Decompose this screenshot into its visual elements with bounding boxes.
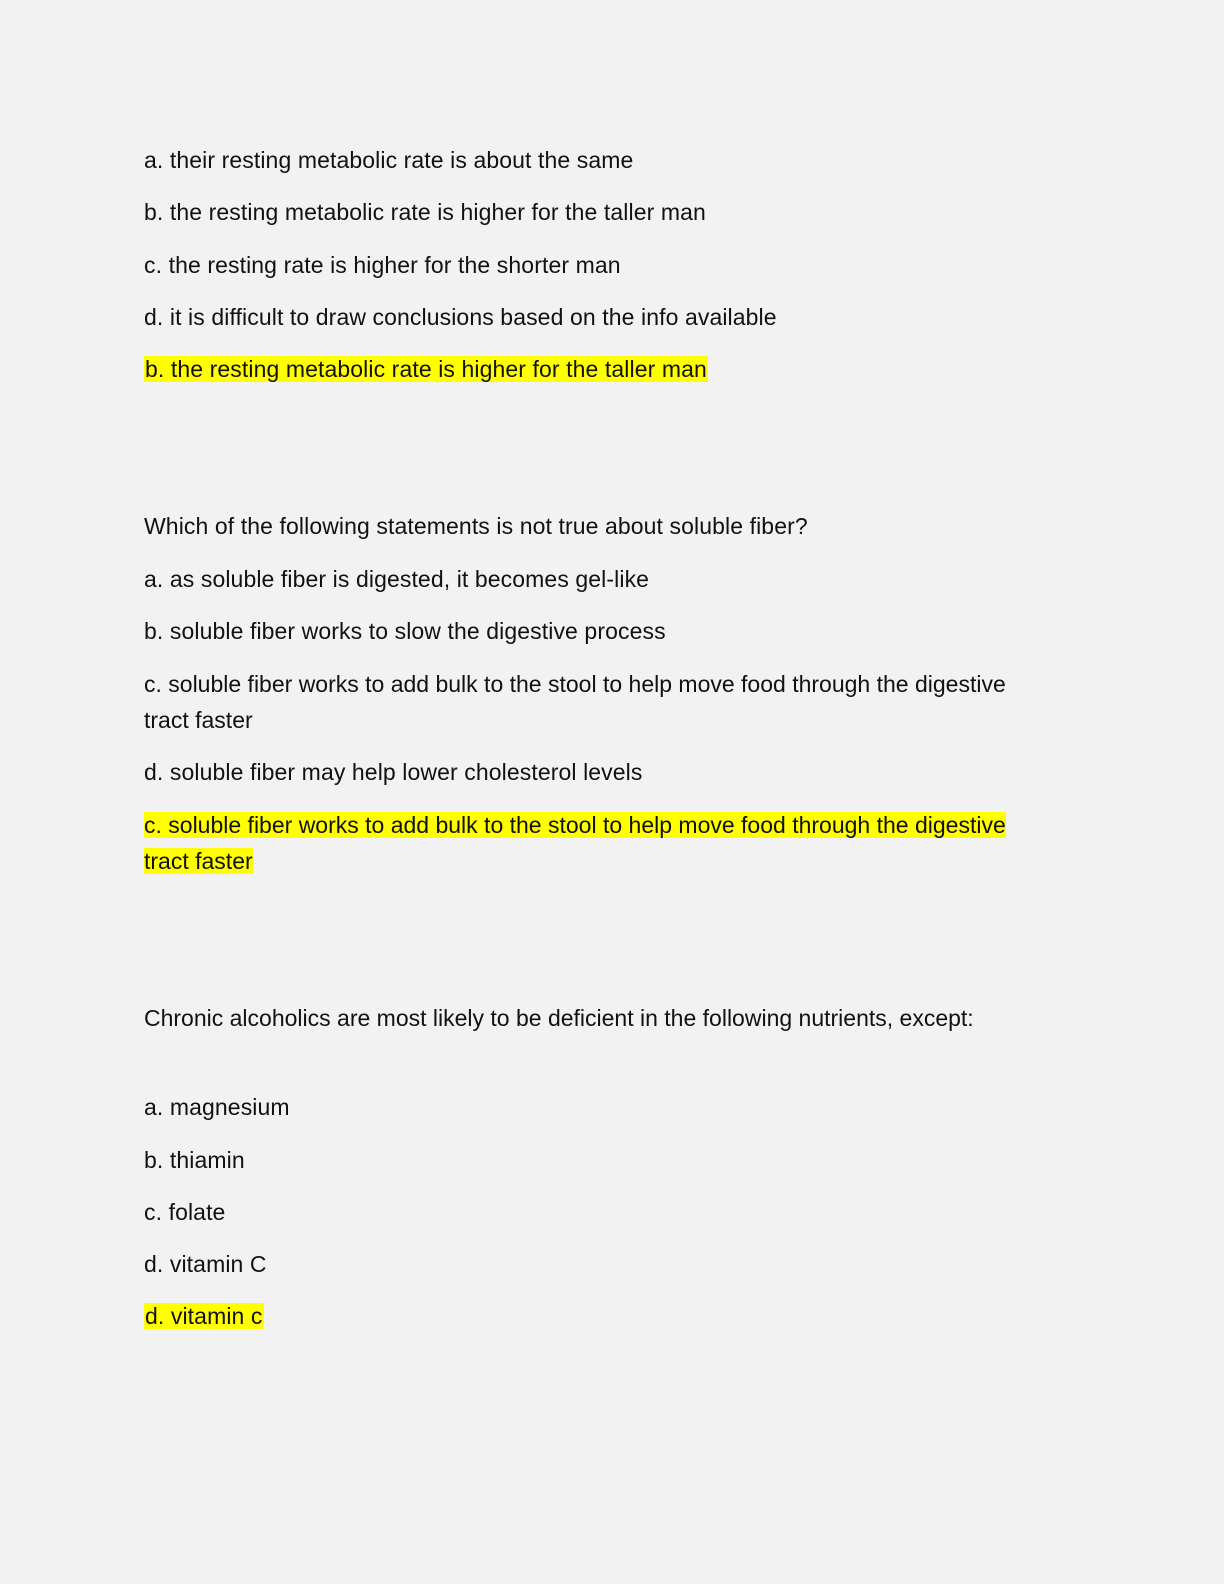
q2-option-b: b. soluble fiber works to slow the digestive process <box>144 618 666 644</box>
q2-answer-highlight: c. soluble fiber works to add bulk to the stool to help move food through the digestive tract faster <box>144 812 1006 874</box>
q1-option-d: d. it is difficult to draw conclusions based on the info available <box>144 304 777 330</box>
q1-option-c: c. the resting rate is higher for the shorter man <box>144 252 621 278</box>
q2-option-d: d. soluble fiber may help lower cholesterol levels <box>144 759 643 785</box>
q3-option-b: b. thiamin <box>144 1147 245 1173</box>
document-page <box>144 0 1024 1584</box>
q3-option-c: c. folate <box>144 1199 226 1225</box>
q2-question: Which of the following statements is not true about soluble fiber? <box>144 513 808 539</box>
q2-option-a: a. as soluble fiber is digested, it becomes gel-like <box>144 566 650 592</box>
q1-answer <box>144 351 708 387</box>
q3-answer-highlight: d. vitamin c <box>145 1303 263 1329</box>
q1-option-b: b. the resting metabolic rate is higher for the taller man <box>144 199 706 225</box>
q3-answer <box>144 1298 264 1334</box>
q2-answer <box>144 807 1024 879</box>
q1-answer-highlight: b. the resting metabolic rate is higher for the taller man <box>145 356 707 382</box>
q3-option-d: d. vitamin C <box>144 1251 267 1277</box>
q2-option-c: c. soluble fiber works to add bulk to the stool to help move food through the digestive tract faster <box>144 671 1006 733</box>
q3-question: Chronic alcoholics are most likely to be deficient in the following nutrients, except: <box>144 1005 974 1031</box>
q1-option-a: a. their resting metabolic rate is about the same <box>144 147 634 173</box>
q3-option-a: a. magnesium <box>144 1094 290 1120</box>
